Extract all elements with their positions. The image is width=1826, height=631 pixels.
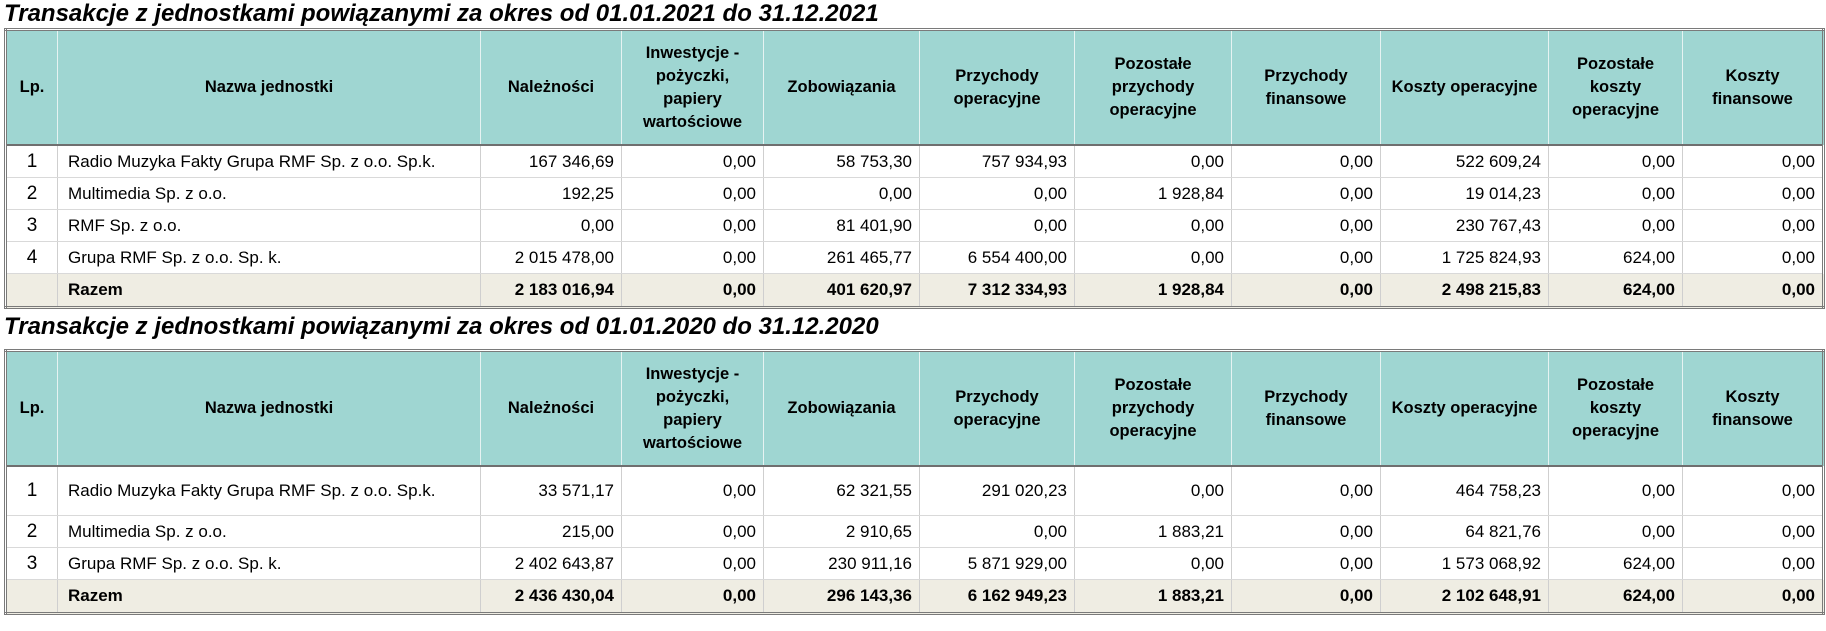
col-header-pozostale-koszty: Pozostałe koszty operacyjne	[1549, 351, 1683, 467]
col-header-zobowiazania: Zobowiązania	[764, 351, 920, 467]
total-value: 2 436 430,04	[481, 580, 622, 614]
cell-value: 0,00	[481, 210, 622, 242]
cell-value: 0,00	[1683, 210, 1824, 242]
cell-value: 464 758,23	[1381, 466, 1549, 516]
cell-value: 0,00	[622, 145, 764, 178]
cell-value: 0,00	[1549, 178, 1683, 210]
cell-lp: 4	[6, 242, 58, 274]
cell-name: Multimedia Sp. z o.o.	[58, 516, 481, 548]
col-header-przychody-operacyjne: Przychody operacyjne	[920, 351, 1075, 467]
total-value: 1 883,21	[1075, 580, 1232, 614]
cell-name: Grupa RMF Sp. z o.o. Sp. k.	[58, 242, 481, 274]
cell-value: 0,00	[1232, 145, 1381, 178]
total-value: 2 183 016,94	[481, 274, 622, 308]
header-row	[6, 30, 1824, 146]
col-header-przychody-finansowe: Przychody finansowe	[1232, 351, 1381, 467]
cell-value: 1 725 824,93	[1381, 242, 1549, 274]
total-value: 1 928,84	[1075, 274, 1232, 308]
col-header-przychody-operacyjne: Przychody operacyjne	[920, 30, 1075, 146]
transactions-table-2021	[4, 28, 1825, 309]
cell-value: 0,00	[1549, 145, 1683, 178]
total-value: 2 498 215,83	[1381, 274, 1549, 308]
cell-value: 215,00	[481, 516, 622, 548]
cell-value: 5 871 929,00	[920, 548, 1075, 580]
cell-value: 58 753,30	[764, 145, 920, 178]
cell-value: 0,00	[920, 178, 1075, 210]
col-header-naleznosci: Należności	[481, 30, 622, 146]
cell-value: 0,00	[622, 178, 764, 210]
cell-value: 0,00	[764, 178, 920, 210]
total-value: 624,00	[1549, 274, 1683, 308]
col-header-lp: Lp.	[6, 351, 58, 467]
cell-value: 0,00	[1075, 145, 1232, 178]
cell-value: 0,00	[1549, 516, 1683, 548]
cell-lp	[6, 580, 58, 614]
cell-lp: 3	[6, 210, 58, 242]
cell-name: Radio Muzyka Fakty Grupa RMF Sp. z o.o. Sp.k.	[58, 145, 481, 178]
total-value: 2 102 648,91	[1381, 580, 1549, 614]
cell-value: 0,00	[1075, 242, 1232, 274]
total-value: 401 620,97	[764, 274, 920, 308]
section-title: Transakcje z jednostkami powiązanymi za okres od 01.01.2020 do 31.12.2020	[4, 313, 879, 340]
cell-value: 0,00	[622, 516, 764, 548]
col-header-inwestycje: Inwestycje - pożyczki, papiery wartościowe	[622, 30, 764, 146]
total-value: 0,00	[622, 580, 764, 614]
cell-value: 0,00	[622, 210, 764, 242]
table-row	[6, 516, 1824, 548]
cell-value: 2 402 643,87	[481, 548, 622, 580]
total-value: 624,00	[1549, 580, 1683, 614]
col-header-naleznosci: Należności	[481, 351, 622, 467]
cell-lp: 2	[6, 178, 58, 210]
total-value: 0,00	[1232, 274, 1381, 308]
cell-name: Radio Muzyka Fakty Grupa RMF Sp. z o.o. Sp.k.	[58, 466, 481, 516]
cell-name: Grupa RMF Sp. z o.o. Sp. k.	[58, 548, 481, 580]
cell-value: 261 465,77	[764, 242, 920, 274]
header-row	[6, 351, 1824, 467]
cell-value: 0,00	[1683, 242, 1824, 274]
col-header-inwestycje: Inwestycje - pożyczki, papiery wartościowe	[622, 351, 764, 467]
cell-value: 624,00	[1549, 242, 1683, 274]
col-header-koszty-finansowe: Koszty finansowe	[1683, 351, 1824, 467]
cell-value: 291 020,23	[920, 466, 1075, 516]
cell-lp	[6, 274, 58, 308]
cell-value: 2 910,65	[764, 516, 920, 548]
cell-value: 33 571,17	[481, 466, 622, 516]
section-2020	[0, 313, 1826, 615]
cell-value: 64 821,76	[1381, 516, 1549, 548]
cell-lp: 3	[6, 548, 58, 580]
col-header-lp: Lp.	[6, 30, 58, 146]
col-header-pozostale-przychody: Pozostałe przychody operacyjne	[1075, 351, 1232, 467]
cell-value: 0,00	[1232, 466, 1381, 516]
cell-value: 0,00	[1683, 516, 1824, 548]
cell-value: 62 321,55	[764, 466, 920, 516]
cell-value: 1 883,21	[1075, 516, 1232, 548]
cell-value: 0,00	[622, 466, 764, 516]
cell-value: 230 767,43	[1381, 210, 1549, 242]
total-row	[6, 580, 1824, 614]
cell-value: 0,00	[920, 516, 1075, 548]
col-header-pozostale-koszty: Pozostałe koszty operacyjne	[1549, 30, 1683, 146]
col-header-koszty-operacyjne: Koszty operacyjne	[1381, 30, 1549, 146]
cell-value: 0,00	[1683, 466, 1824, 516]
table-row	[6, 178, 1824, 210]
cell-name: Multimedia Sp. z o.o.	[58, 178, 481, 210]
section-2021	[0, 0, 1826, 309]
cell-value: 1 928,84	[1075, 178, 1232, 210]
cell-value: 0,00	[1232, 242, 1381, 274]
cell-value: 0,00	[1232, 210, 1381, 242]
total-row	[6, 274, 1824, 308]
cell-value: 0,00	[1549, 210, 1683, 242]
cell-value: 167 346,69	[481, 145, 622, 178]
cell-value: 624,00	[1549, 548, 1683, 580]
table-row	[6, 242, 1824, 274]
cell-name: RMF Sp. z o.o.	[58, 210, 481, 242]
cell-value: 19 014,23	[1381, 178, 1549, 210]
cell-value: 0,00	[1232, 548, 1381, 580]
cell-value: 81 401,90	[764, 210, 920, 242]
cell-value: 522 609,24	[1381, 145, 1549, 178]
table-row	[6, 548, 1824, 580]
col-header-zobowiazania: Zobowiązania	[764, 30, 920, 146]
cell-lp: 2	[6, 516, 58, 548]
cell-value: 6 554 400,00	[920, 242, 1075, 274]
cell-value: 0,00	[920, 210, 1075, 242]
cell-value: 0,00	[1232, 178, 1381, 210]
col-header-pozostale-przychody: Pozostałe przychody operacyjne	[1075, 30, 1232, 146]
total-value: 0,00	[622, 274, 764, 308]
total-value: 6 162 949,23	[920, 580, 1075, 614]
cell-value: 1 573 068,92	[1381, 548, 1549, 580]
table-row	[6, 145, 1824, 178]
section-title: Transakcje z jednostkami powiązanymi za okres od 01.01.2021 do 31.12.2021	[4, 0, 879, 27]
total-value: 0,00	[1683, 274, 1824, 308]
col-header-name: Nazwa jednostki	[58, 30, 481, 146]
cell-value: 0,00	[622, 548, 764, 580]
total-value: 0,00	[1232, 580, 1381, 614]
cell-value: 0,00	[1075, 466, 1232, 516]
table-row	[6, 466, 1824, 516]
table-row	[6, 210, 1824, 242]
cell-lp: 1	[6, 145, 58, 178]
total-value: 0,00	[1683, 580, 1824, 614]
col-header-koszty-finansowe: Koszty finansowe	[1683, 30, 1824, 146]
cell-value: 2 015 478,00	[481, 242, 622, 274]
total-label: Razem	[58, 580, 481, 614]
cell-lp: 1	[6, 466, 58, 516]
cell-value: 0,00	[1232, 516, 1381, 548]
cell-value: 0,00	[1075, 548, 1232, 580]
cell-value: 0,00	[622, 242, 764, 274]
total-value: 7 312 334,93	[920, 274, 1075, 308]
total-label: Razem	[58, 274, 481, 308]
total-value: 296 143,36	[764, 580, 920, 614]
cell-value: 757 934,93	[920, 145, 1075, 178]
cell-value: 0,00	[1683, 145, 1824, 178]
col-header-name: Nazwa jednostki	[58, 351, 481, 467]
cell-value: 0,00	[1075, 210, 1232, 242]
cell-value: 0,00	[1683, 178, 1824, 210]
cell-value: 0,00	[1549, 466, 1683, 516]
cell-value: 192,25	[481, 178, 622, 210]
col-header-koszty-operacyjne: Koszty operacyjne	[1381, 351, 1549, 467]
transactions-table-2020	[4, 349, 1825, 615]
cell-value: 0,00	[1683, 548, 1824, 580]
col-header-przychody-finansowe: Przychody finansowe	[1232, 30, 1381, 146]
cell-value: 230 911,16	[764, 548, 920, 580]
